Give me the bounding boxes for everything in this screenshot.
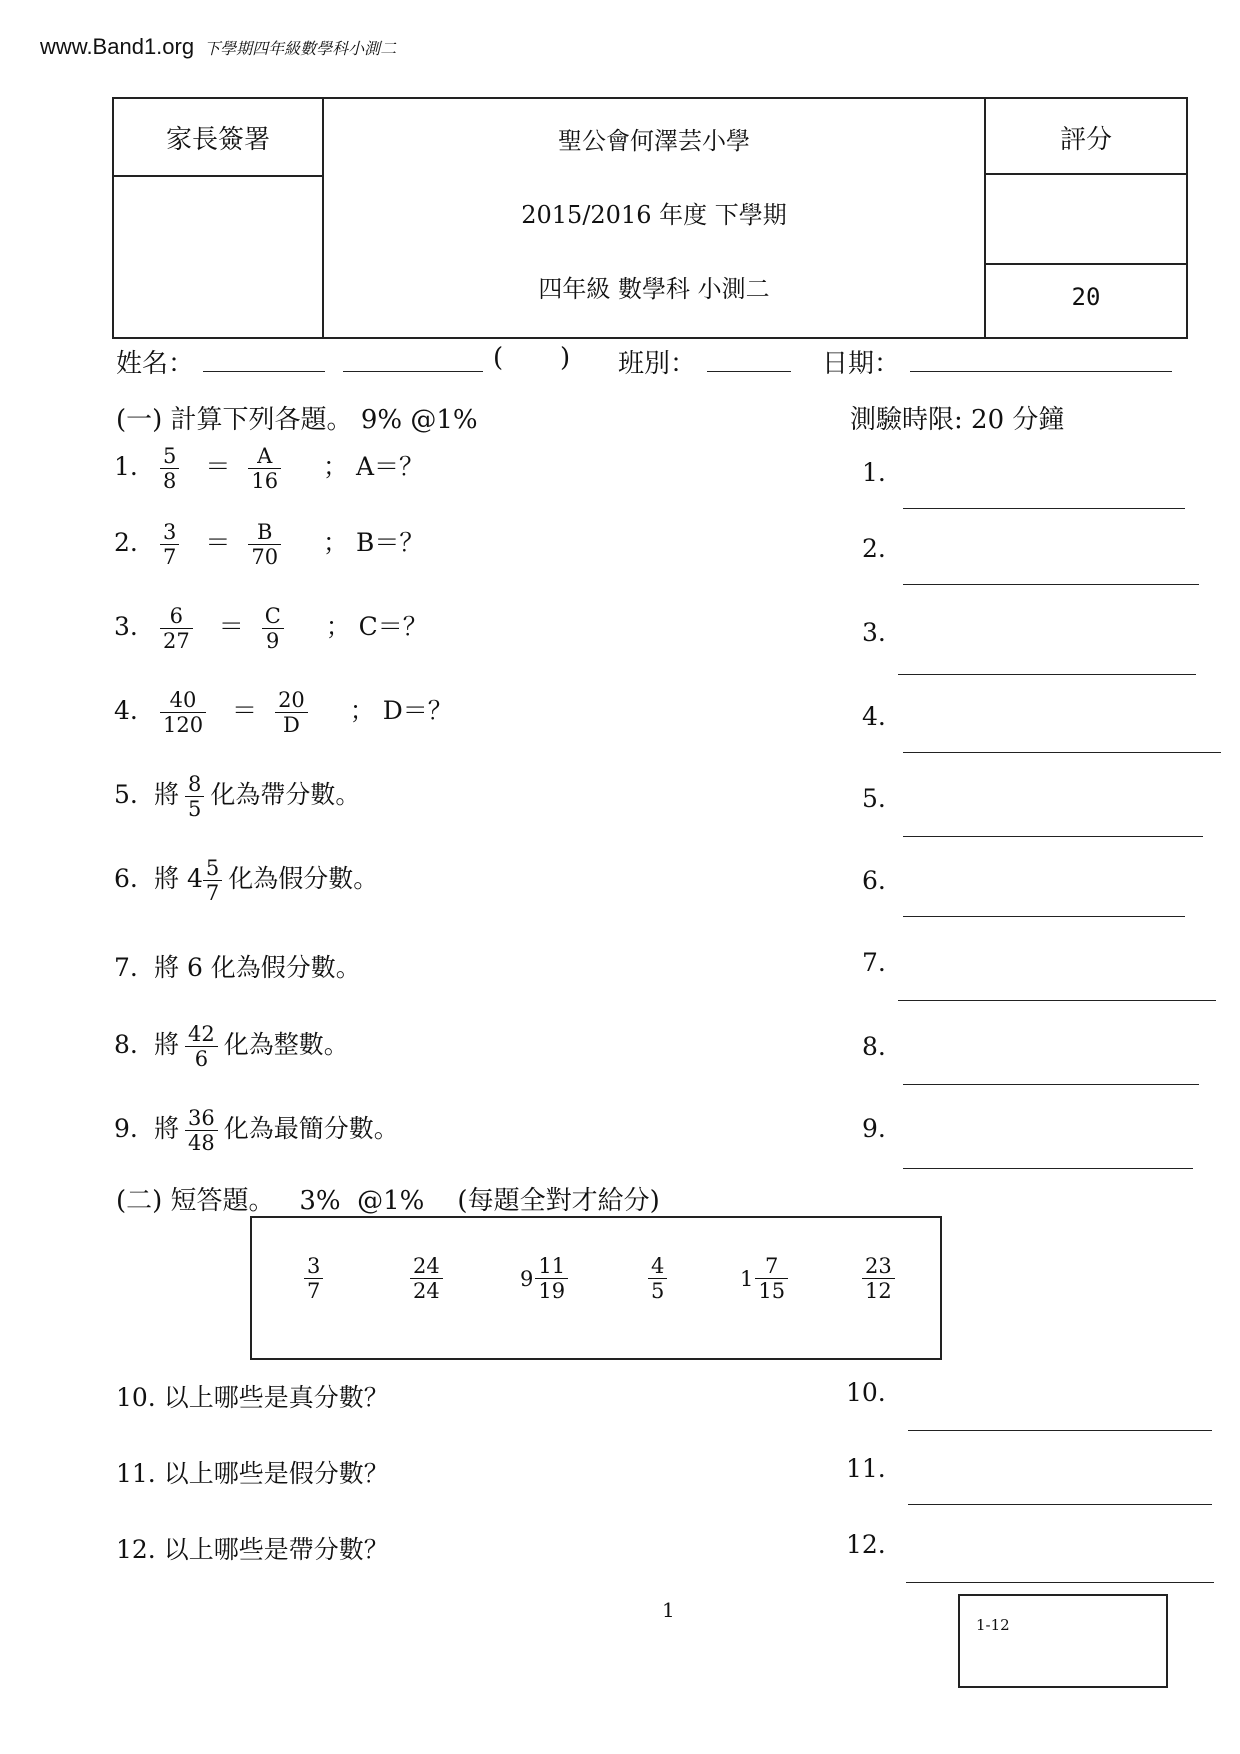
answer-line-5[interactable] bbox=[903, 836, 1203, 837]
name-field-2[interactable] bbox=[343, 349, 483, 372]
answer-line-1[interactable] bbox=[903, 508, 1185, 509]
answer-num-1: 1. bbox=[862, 458, 886, 487]
answer-num-9: 9. bbox=[862, 1114, 886, 1143]
answer-line-12[interactable] bbox=[906, 1582, 1214, 1583]
bracket-open: ( bbox=[493, 343, 504, 373]
answer-num-10: 10. bbox=[846, 1378, 886, 1407]
page-number: 1 bbox=[662, 1598, 675, 1622]
question-12: 12. 以上哪些是帶分數？ bbox=[116, 1535, 389, 1564]
answer-num-3: 3. bbox=[862, 618, 886, 647]
name-label: 姓名： bbox=[116, 349, 195, 379]
question-2: 2. $\frac{3}{7}$ ＝ $\frac{B}{70}$ ； B＝？ bbox=[114, 520, 425, 570]
site-subtitle: 下學期四年級數學科小測二 bbox=[204, 41, 397, 58]
option-fraction-3: 9 $\frac{11}{19}$ bbox=[520, 1254, 574, 1303]
score-box-label: 1-12 bbox=[976, 1616, 1010, 1634]
score-cell bbox=[984, 99, 1186, 337]
answer-line-3[interactable] bbox=[898, 674, 1196, 675]
school-year: 2015/2016 年度 下學期 bbox=[521, 201, 787, 229]
option-fraction-5: 1 $\frac{7}{15}$ bbox=[740, 1254, 794, 1303]
parent-signature-cell bbox=[114, 99, 324, 337]
question-4: 4. $\frac{40}{120}$ ＝ $\frac{20}{D}$ ； D＝？ bbox=[114, 688, 453, 738]
header-table bbox=[112, 97, 1188, 339]
date-label: 日期： bbox=[822, 349, 901, 379]
answer-num-2: 2. bbox=[862, 534, 886, 563]
answer-line-8[interactable] bbox=[903, 1084, 1199, 1085]
answer-line-4[interactable] bbox=[903, 752, 1221, 753]
answer-num-8: 8. bbox=[862, 1032, 886, 1061]
answer-num-12: 12. bbox=[846, 1530, 886, 1559]
score-box bbox=[958, 1594, 1168, 1688]
name-field[interactable] bbox=[203, 349, 325, 372]
bracket-close: ) bbox=[560, 343, 571, 373]
option-fraction-1: $\frac{3}{7}$ bbox=[298, 1254, 329, 1303]
section1-title: (一) 計算下列各題。 9% @1% bbox=[116, 405, 478, 435]
parent-sign-label: 家長簽署 bbox=[165, 125, 270, 155]
question-10: 10. 以上哪些是真分數？ bbox=[116, 1383, 389, 1412]
answer-num-5: 5. bbox=[862, 784, 886, 813]
class-label: 班別： bbox=[618, 349, 697, 379]
question-9: 9. 將 $\frac{36}{48}$ 化為最簡分數。 bbox=[114, 1106, 399, 1156]
total-marks: 20 bbox=[1071, 283, 1101, 311]
answer-line-10[interactable] bbox=[908, 1430, 1212, 1431]
answer-num-7: 7. bbox=[862, 948, 886, 977]
answer-line-2[interactable] bbox=[903, 584, 1199, 585]
section2-title: (二) 短答題。 3% @1% (每題全對才給分) bbox=[116, 1186, 660, 1216]
answer-line-7[interactable] bbox=[898, 1000, 1216, 1001]
question-11: 11. 以上哪些是假分數？ bbox=[116, 1459, 389, 1488]
answer-num-4: 4. bbox=[862, 702, 886, 731]
answer-num-11: 11. bbox=[846, 1454, 886, 1483]
score-label: 評分 bbox=[1059, 125, 1112, 155]
school-name: 聖公會何澤芸小學 bbox=[558, 127, 750, 155]
question-5: 5. 將 $\frac{8}{5}$ 化為帶分數。 bbox=[114, 772, 361, 822]
time-limit: 測驗時限: 20 分鐘 bbox=[850, 405, 1065, 435]
answer-line-6[interactable] bbox=[903, 916, 1185, 917]
test-title: 四年級 數學科 小測二 bbox=[538, 275, 770, 303]
answer-num-6: 6. bbox=[862, 866, 886, 895]
date-field[interactable] bbox=[910, 349, 1172, 372]
question-6: 6. 將 4 $\frac{5}{7}$ 化為假分數。 bbox=[114, 856, 379, 906]
fraction-options-box bbox=[250, 1216, 942, 1360]
option-fraction-4: $\frac{4}{5}$ bbox=[642, 1254, 673, 1303]
answer-line-11[interactable] bbox=[908, 1504, 1212, 1505]
site-watermark bbox=[40, 34, 396, 60]
question-1: 1. $\frac{5}{8}$ ＝ $\frac{A}{16}$ ； A＝？ bbox=[114, 444, 425, 494]
question-7: 7. 將 6 化為假分數。 bbox=[114, 953, 361, 982]
option-fraction-6: $\frac{23}{12}$ bbox=[856, 1254, 901, 1303]
question-3: 3. $\frac{6}{27}$ ＝ $\frac{C}{9}$ ； C＝？ bbox=[114, 604, 428, 654]
class-field[interactable] bbox=[707, 349, 791, 372]
answer-line-9[interactable] bbox=[903, 1168, 1193, 1169]
site-url: www.Band1.org bbox=[40, 34, 195, 59]
question-8: 8. 將 $\frac{42}{6}$ 化為整數。 bbox=[114, 1022, 349, 1072]
option-fraction-2: $\frac{24}{24}$ bbox=[404, 1254, 449, 1303]
